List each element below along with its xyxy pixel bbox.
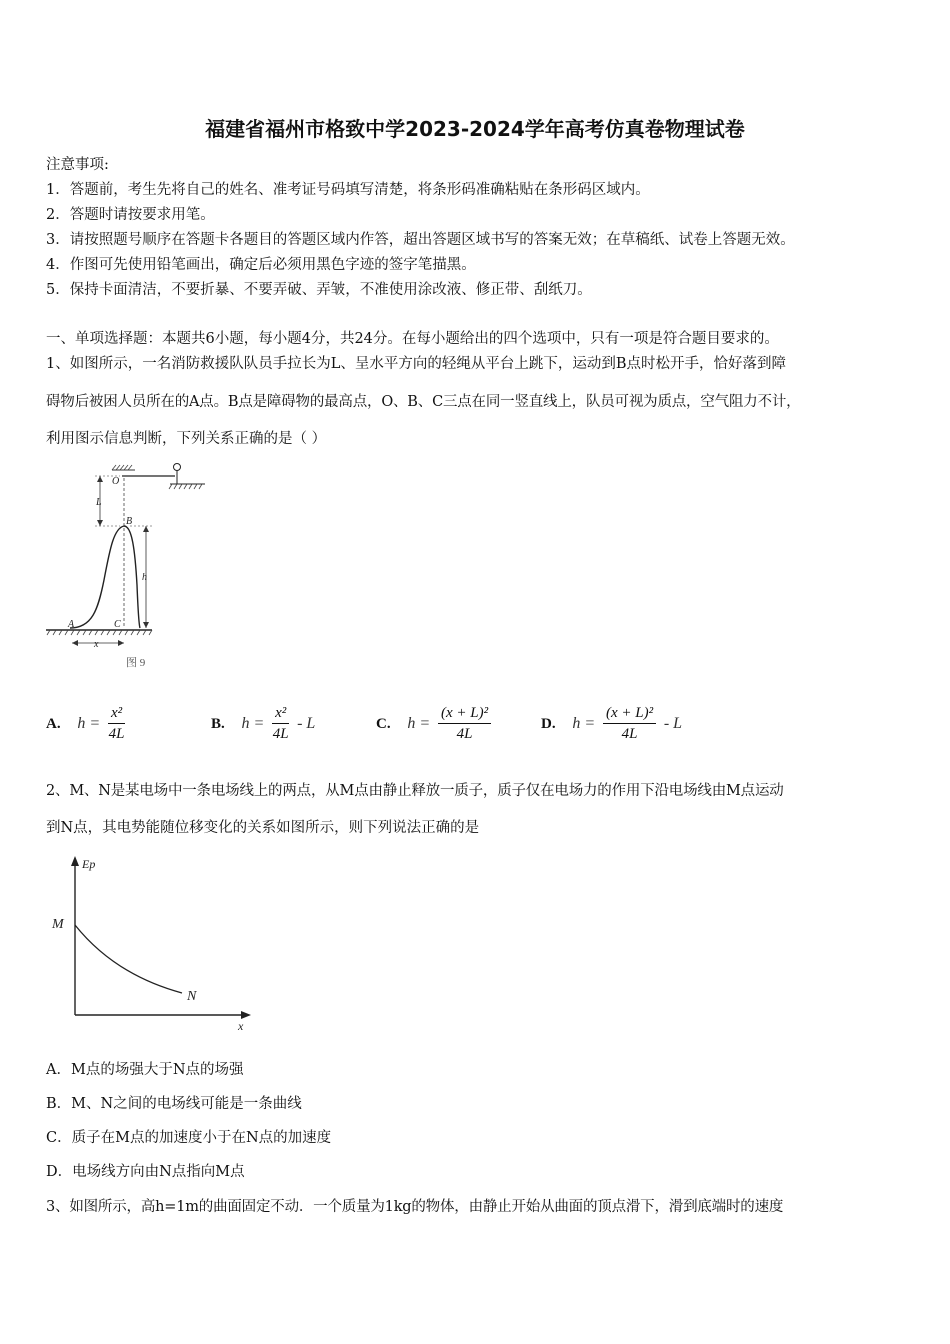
numerator: x²	[272, 705, 289, 724]
point-N-label: N	[187, 989, 197, 1004]
notice-item: 2．答题时请按要求用笔。	[46, 207, 215, 223]
question-2-text: 到N点，其电势能随位移变化的关系如图所示，则下列说法正确的是	[46, 820, 480, 836]
notice-heading: 注意事项:	[46, 157, 109, 173]
question-3-text: 3、如图所示，高h=1m的曲面固定不动．一个质量为1kg的物体，由静止开始从曲面的顶点滑下，滑到底端时的速度	[46, 1199, 784, 1215]
notice-item: 1．答题前，考生先将自己的姓名、准考证号码填写清楚，将条形码准确粘贴在条形码区域内。	[46, 182, 650, 198]
label-O: O	[112, 476, 120, 487]
figure-9-diagram	[40, 460, 220, 675]
option-lhs: h =	[572, 715, 596, 732]
option-letter: C.	[376, 716, 391, 732]
x-axis-label: x	[238, 1019, 244, 1033]
option-letter: A.	[46, 716, 61, 732]
notice-item: 4．作图可先使用铅笔画出，确定后必须用黑色字迹的签字笔描黑。	[46, 257, 476, 273]
denominator: 4L	[621, 726, 638, 742]
figure-caption: 图 9	[126, 657, 146, 669]
potential-energy-graph	[44, 850, 259, 1035]
option-d[interactable]	[541, 705, 682, 743]
fraction	[603, 705, 656, 743]
denominator: 4L	[272, 726, 289, 742]
denominator: 4L	[456, 726, 473, 742]
label-A: A	[68, 619, 75, 630]
question-1-text: 利用图示信息判断，下列关系正确的是（ ）	[46, 431, 327, 447]
fraction	[438, 705, 491, 743]
numerator: (x + L)²	[603, 705, 656, 724]
option-lhs: h =	[77, 715, 101, 732]
fraction	[108, 705, 125, 743]
option-lhs: h =	[241, 715, 265, 732]
option-a[interactable]	[46, 705, 128, 743]
option-letter: B.	[211, 716, 225, 732]
option-letter: D.	[541, 716, 556, 732]
fraction	[272, 705, 289, 743]
label-L: L	[96, 497, 102, 508]
denominator: 4L	[108, 726, 125, 742]
section-heading: 一、单项选择题：本题共6小题，每小题4分，共24分。在每小题给出的四个选项中，只有一项是符合题目要求的。	[46, 331, 779, 347]
label-h: h	[142, 572, 147, 583]
option-d[interactable]: D．电场线方向由N点指向M点	[46, 1164, 245, 1180]
option-tail: - L	[663, 715, 683, 732]
option-b[interactable]: B．M、N之间的电场线可能是一条曲线	[46, 1096, 302, 1112]
label-B: B	[126, 516, 133, 527]
option-a[interactable]: A．M点的场强大于N点的场强	[46, 1062, 244, 1078]
option-b[interactable]	[211, 705, 315, 743]
page-title: 福建省福州市格致中学2023-2024学年高考仿真卷物理试卷	[205, 117, 745, 141]
option-c[interactable]: C．质子在M点的加速度小于在N点的加速度	[46, 1130, 332, 1146]
option-tail: - L	[297, 715, 316, 732]
point-M-label: M	[52, 917, 64, 932]
option-c[interactable]	[376, 705, 494, 743]
question-1-text: 1、如图所示，一名消防救援队队员手拉长为L、呈水平方向的轻绳从平台上跳下，运动到B点时松开手，恰好落到障	[46, 356, 787, 372]
y-axis-label: Ep	[82, 857, 96, 871]
notice-item: 5．保持卡面清洁，不要折暴、不要弄破、弄皱，不准使用涂改液、修正带、刮纸刀。	[46, 282, 592, 298]
numerator: (x + L)²	[438, 705, 491, 724]
notice-item: 3．请按照题号顺序在答题卡各题目的答题区域内作答，超出答题区域书写的答案无效；在草稿纸、试卷上答题无效。	[46, 232, 795, 248]
question-2-text: 2、M、N是某电场中一条电场线上的两点，从M点由静止释放一质子，质子仅在电场力的作用下沿电场线由M点运动	[46, 783, 784, 799]
option-lhs: h =	[407, 715, 431, 732]
numerator: x²	[108, 705, 125, 724]
label-x: x	[94, 639, 99, 650]
label-C: C	[114, 619, 121, 630]
question-1-text: 碍物后被困人员所在的A点。B点是障碍物的最高点，O、B、C三点在同一竖直线上，队员可视为质点，空气阻力不计，	[46, 394, 801, 410]
